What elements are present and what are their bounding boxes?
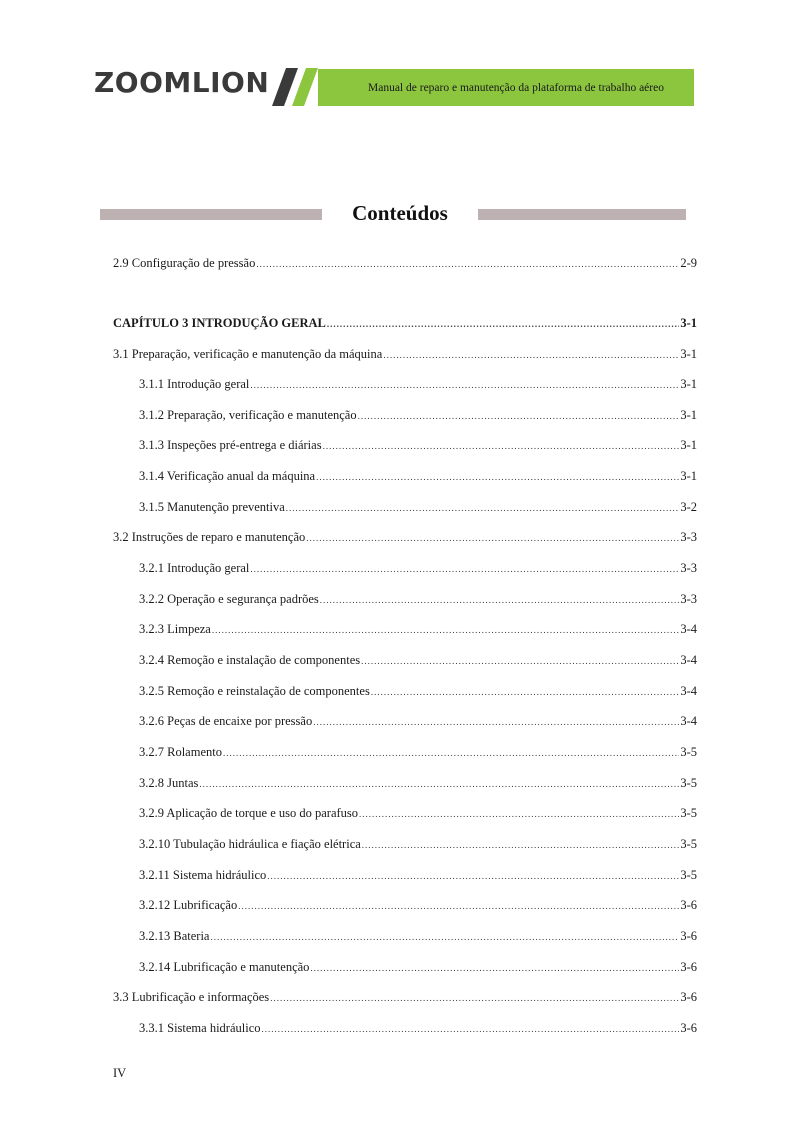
toc-entry[interactable] <box>139 653 697 669</box>
page-number: IV <box>113 1066 127 1080</box>
toc-entry[interactable] <box>113 256 697 272</box>
toc-dot-leader <box>320 595 680 605</box>
toc-entry-label: 3.2.6 Peças de encaixe por pressão <box>139 714 313 728</box>
toc-dot-leader <box>238 901 679 911</box>
toc-dot-leader <box>310 963 679 973</box>
toc-entry-label: 3.2.11 Sistema hidráulico <box>139 868 267 882</box>
toc-dot-leader <box>362 840 680 850</box>
toc-entry-page: 3-6 <box>680 990 697 1004</box>
toc-entry[interactable] <box>113 530 697 546</box>
toc-entry-label: 3.2.7 Rolamento <box>139 745 222 759</box>
toc-entry-page: 3-5 <box>680 745 697 759</box>
toc-entry-page: 3-1 <box>680 316 697 330</box>
toc-entry-page: 3-6 <box>680 1021 697 1035</box>
toc-entry-label: 3.2.8 Juntas <box>139 776 199 790</box>
toc-dot-leader <box>212 625 679 635</box>
page-title: Conteúdos <box>352 201 448 225</box>
toc-entry-label: 3.1.1 Introdução geral <box>139 377 250 391</box>
toc-entry-page: 3-6 <box>680 929 697 943</box>
toc-entry-page: 3-5 <box>680 868 697 882</box>
toc-entry-label: 3.3 Lubrificação e informações <box>113 990 270 1004</box>
toc-entry-page: 3-1 <box>680 347 697 361</box>
toc-entry-label: 3.3.1 Sistema hidráulico <box>139 1021 261 1035</box>
toc-entry-page: 3-1 <box>680 469 697 483</box>
toc-entry[interactable] <box>139 438 697 454</box>
toc-dot-leader <box>250 564 679 574</box>
toc-entry-page: 3-3 <box>680 530 697 544</box>
toc-entry-page: 3-3 <box>680 592 697 606</box>
toc-entry-page: 3-4 <box>680 714 697 728</box>
toc-dot-leader <box>323 441 680 451</box>
toc-entry-page: 3-5 <box>680 776 697 790</box>
toc-entry-page: 3-4 <box>680 653 697 667</box>
toc-dot-leader <box>371 687 680 697</box>
toc-entry-label: 3.2.9 Aplicação de torque e uso do parafuso <box>139 806 359 820</box>
zoomlion-logo: ZOOMLION <box>94 66 270 99</box>
toc-entry[interactable] <box>139 1021 697 1037</box>
toc-dot-leader <box>262 1024 680 1034</box>
toc-entry[interactable] <box>139 868 697 884</box>
toc-entry[interactable] <box>139 837 697 853</box>
toc-entry-label: 3.2.5 Remoção e reinstalação de componentes <box>139 684 370 698</box>
toc-entry-label: 3.1.2 Preparação, verificação e manutenção <box>139 408 357 422</box>
toc-dot-leader <box>306 533 679 543</box>
toc-entry[interactable] <box>139 684 697 700</box>
toc-entry-label: 3.2.1 Introdução geral <box>139 561 250 575</box>
toc-entry-label: 3.1.3 Inspeções pré-entrega e diárias <box>139 438 322 452</box>
toc-entry[interactable] <box>139 714 697 730</box>
toc-entry[interactable] <box>139 806 697 822</box>
toc-entry[interactable] <box>113 347 697 363</box>
toc-dot-leader <box>267 871 679 881</box>
toc-dot-leader <box>383 350 679 360</box>
toc-entry-page: 3-5 <box>680 806 697 820</box>
toc-entry-page: 3-6 <box>680 898 697 912</box>
toc-entry-label: 3.2.3 Limpeza <box>139 622 211 636</box>
toc-entry[interactable] <box>113 316 697 332</box>
toc-dot-leader <box>327 319 679 329</box>
toc-entry-label: 3.1.4 Verificação anual da máquina <box>139 469 316 483</box>
toc-entry-label: 2.9 Configuração de pressão <box>113 256 256 270</box>
title-bar-right <box>478 209 686 220</box>
toc-entry-page: 3-3 <box>680 561 697 575</box>
toc-dot-leader <box>270 993 679 1003</box>
toc-entry[interactable] <box>139 776 697 792</box>
toc-dot-leader <box>210 932 679 942</box>
toc-entry-label: 3.2.10 Tubulação hidráulica e fiação elétrica <box>139 837 361 851</box>
toc-entry-label: 3.2.4 Remoção e instalação de componentes <box>139 653 361 667</box>
toc-entry[interactable] <box>139 960 697 976</box>
toc-entry-label: 3.2 Instruções de reparo e manutenção <box>113 530 306 544</box>
toc-entry[interactable] <box>139 469 697 485</box>
toc-entry[interactable] <box>139 500 697 516</box>
toc-entry-page: 3-1 <box>680 408 697 422</box>
toc-entry-page: 3-2 <box>680 500 697 514</box>
toc-entry-label: CAPÍTULO 3 INTRODUÇÃO GERAL <box>113 316 326 330</box>
toc-entry-page: 3-1 <box>680 438 697 452</box>
toc-entry[interactable] <box>139 929 697 945</box>
toc-dot-leader <box>316 472 679 482</box>
toc-dot-leader <box>250 380 679 390</box>
toc-entry-label: 3.1 Preparação, verificação e manutenção da máquina <box>113 347 383 361</box>
toc-entry-page: 3-4 <box>680 684 697 698</box>
manual-title: Manual de reparo e manutenção da plataforma de trabalho aéreo <box>368 82 664 94</box>
toc-entry[interactable] <box>139 377 697 393</box>
toc-dot-leader <box>361 656 679 666</box>
toc-dot-leader <box>223 748 679 758</box>
toc-dot-leader <box>313 717 679 727</box>
toc-entry-label: 3.1.5 Manutenção preventiva <box>139 500 285 514</box>
toc-entry-page: 2-9 <box>680 256 697 270</box>
toc-entry[interactable] <box>139 622 697 638</box>
toc-dot-leader <box>199 779 679 789</box>
toc-dot-leader <box>286 503 680 513</box>
toc-entry-label: 3.2.13 Bateria <box>139 929 210 943</box>
toc-entry-label: 3.2.14 Lubrificação e manutenção <box>139 960 310 974</box>
toc-entry[interactable] <box>139 408 697 424</box>
toc-entry[interactable] <box>139 561 697 577</box>
toc-dot-leader <box>256 259 679 269</box>
logo-slashes-icon <box>272 68 324 108</box>
toc-entry[interactable] <box>139 745 697 761</box>
toc-entry-page: 3-5 <box>680 837 697 851</box>
toc-entry-page: 3-4 <box>680 622 697 636</box>
toc-dot-leader <box>359 809 679 819</box>
toc-entry[interactable] <box>113 990 697 1006</box>
toc-entry[interactable] <box>139 592 697 608</box>
toc-entry[interactable] <box>139 898 697 914</box>
toc-entry-page: 3-6 <box>680 960 697 974</box>
toc-entry-page: 3-1 <box>680 377 697 391</box>
toc-entry-label: 3.2.2 Operação e segurança padrões <box>139 592 319 606</box>
title-bar-left <box>100 209 322 220</box>
toc-entry-label: 3.2.12 Lubrificação <box>139 898 238 912</box>
toc-dot-leader <box>358 411 680 421</box>
